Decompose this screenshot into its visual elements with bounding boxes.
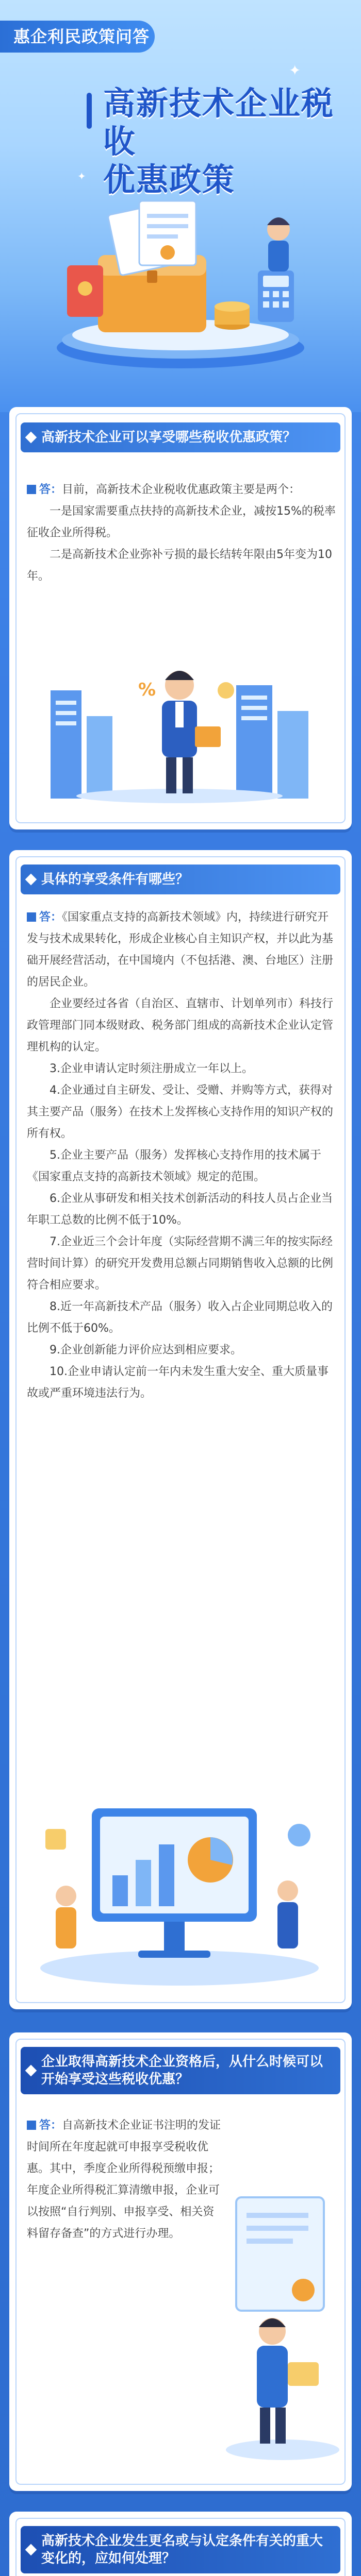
worker-document-illustration — [216, 2177, 344, 2465]
qa-card-1 — [9, 407, 352, 829]
question-heading: 具体的享受条件有哪些？ — [21, 865, 340, 894]
answer-paragraph: 自高新技术企业证书注明的发证时间所在年度起就可申报享受税收优惠。其中，季度企业所得税预缴申报；年度企业所得税汇算清缴申报，企业可以按照“自行判别、申报享受、相关资料留存备查”的方式进行办理。 — [27, 2119, 221, 2240]
qa-card-3 — [9, 2032, 352, 2491]
page-title-line1: 高新技术企业税收 — [103, 86, 335, 160]
answer-marker-icon — [27, 2121, 36, 2130]
header — [0, 0, 361, 412]
answer-body — [27, 479, 336, 587]
answer-paragraph: 《国家重点支持的高新技术领域》内，持续进行研究开发与技术成果转化，形成企业核心自主知识产权，并以此为基础开展经营活动，在中国境内（不包括港、澳、台地区）注册的居民企业。 — [27, 911, 334, 989]
answer-label: 答： — [39, 911, 62, 924]
answer-paragraph: 6.企业从事研发和相关技术创新活动的科技人员占企业当年职工总数的比例不低于10%。 — [27, 1192, 333, 1227]
page-title-line2: 优惠政策 — [103, 162, 236, 198]
answer-marker-icon — [27, 485, 36, 494]
answer-marker-icon — [27, 912, 36, 922]
answer-body — [27, 907, 336, 1404]
answer-paragraph: 一是国家需要重点扶持的高新技术企业，减按15%的税率征收企业所得税。 — [27, 505, 336, 539]
answer-paragraph: 企业要经过各省（自治区、直辖市、计划单列市）科技行政管理部门同本级财政、税务部门组成的高新技术企业认定管理机构的认定。 — [27, 997, 334, 1054]
answer-label: 答： — [39, 2119, 62, 2132]
title-accent-bar — [87, 93, 92, 129]
answer-paragraph: 10.企业申请认定前一年内未发生重大安全、重大质量事故或严重环境违法行为。 — [27, 1365, 329, 1400]
city-businessman-illustration — [40, 654, 319, 804]
answer-paragraph: 4.企业通过自主研发、受让、受赠、并购等方式，获得对其主要产品（服务）在技术上发挥核心支持作用的知识产权的所有权。 — [27, 1084, 334, 1140]
qa-card-4 — [9, 2512, 352, 2576]
answer-label: 答： — [39, 483, 62, 496]
sparkle-icon: ✦ — [289, 62, 301, 79]
svg-text:%: % — [138, 680, 156, 700]
header-banner: 惠企利民政策问答 — [0, 21, 155, 53]
answer-paragraph: 3.企业申请认定时须注册成立一年以上。 — [50, 1062, 253, 1075]
question-heading: 企业取得高新技术企业资格后，从什么时候可以开始享受这些税收优惠？ — [21, 2047, 340, 2094]
answer-paragraph: 5.企业主要产品（服务）发挥核心支持作用的技术属于《国家重点支持的高新技术领域》规定的范围。 — [27, 1149, 321, 1183]
data-screen-illustration — [30, 1777, 329, 1989]
qa-card-2 — [9, 850, 352, 2009]
question-heading: 高新技术企业发生更名或与认定条件有关的重大变化的，应如何处理？ — [21, 2526, 340, 2573]
answer-body — [27, 2115, 223, 2245]
header-illustration — [36, 178, 325, 374]
answer-paragraph: 目前，高新技术企业税收优惠政策主要是两个： — [62, 483, 301, 496]
answer-paragraph: 二是高新技术企业弥补亏损的最长结转年限由5年变为10年。 — [27, 548, 332, 583]
answer-paragraph: 7.企业近三个会计年度（实际经营期不满三年的按实际经营时间计算）的研究开发费用总额占同期销售收入总额的比例符合相应要求。 — [27, 1235, 334, 1292]
answer-paragraph: 9.企业创新能力评价应达到相应要求。 — [50, 1344, 242, 1357]
question-heading: 高新技术企业可以享受哪些税收优惠政策？ — [21, 422, 340, 452]
answer-paragraph: 8.近一年高新技术产品（服务）收入占企业同期总收入的比例不低于60%。 — [27, 1300, 333, 1335]
sparkle-icon: ✦ — [77, 170, 86, 182]
